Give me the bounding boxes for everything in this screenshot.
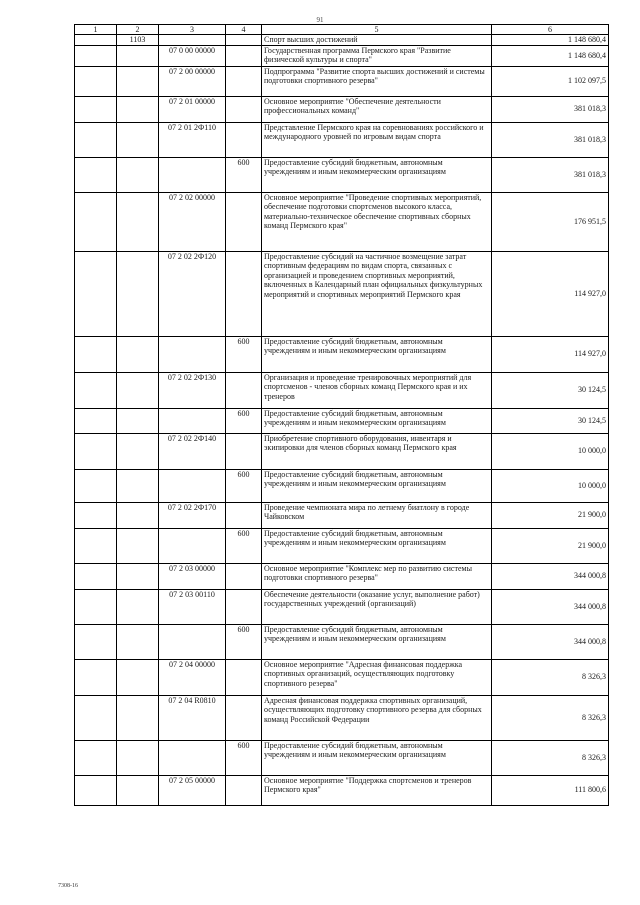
col-2-cell — [117, 589, 159, 624]
table-row — [75, 251, 609, 336]
col-4-type-cell — [226, 775, 262, 805]
col-2-cell — [117, 624, 159, 659]
col-5-name-cell: Предоставление субсидий на частичное возмещение затрат спортивным федерациям по видам спорта, связанных с организацией и проведением спортивных мероприятий, включенных в Календарный план официальных физкультурных мероприятий и спортивных мероприятий Пермского края — [262, 251, 492, 336]
col-6-amount-cell: 8 326,3 — [492, 695, 609, 740]
col-5-name-cell: Проведение чемпионата мира по летнему биатлону в городе Чайковском — [262, 502, 492, 528]
table-row — [75, 66, 609, 96]
col-1-cell — [75, 740, 117, 775]
col-2-cell — [117, 66, 159, 96]
col-1-cell — [75, 45, 117, 66]
col-5-name-cell: Предоставление субсидий бюджетным, автономным учреждениям и иным некоммерческим организациям — [262, 624, 492, 659]
col-4-type-cell: 600 — [226, 336, 262, 372]
column-header: 6 — [492, 25, 609, 35]
col-2-cell — [117, 45, 159, 66]
col-3-code-cell: 07 2 02 00000 — [159, 192, 226, 251]
col-6-amount-cell: 10 000,0 — [492, 433, 609, 469]
col-4-type-cell — [226, 502, 262, 528]
col-3-code-cell: 07 0 00 00000 — [159, 45, 226, 66]
col-3-code-cell — [159, 336, 226, 372]
col-6-amount-cell: 114 927,0 — [492, 336, 609, 372]
col-3-code-cell: 07 2 02 2Ф140 — [159, 433, 226, 469]
col-6-amount-cell: 111 800,6 — [492, 775, 609, 805]
col-4-type-cell: 600 — [226, 469, 262, 502]
col-6-amount-cell: 114 927,0 — [492, 251, 609, 336]
col-2-cell — [117, 695, 159, 740]
col-2-cell — [117, 336, 159, 372]
col-6-amount-cell: 381 018,3 — [492, 96, 609, 122]
budget-table — [74, 24, 609, 806]
col-2-cell — [117, 563, 159, 589]
col-1-cell — [75, 66, 117, 96]
col-6-amount-cell: 21 900,0 — [492, 502, 609, 528]
col-4-type-cell — [226, 251, 262, 336]
col-1-cell — [75, 157, 117, 192]
col-4-type-cell — [226, 192, 262, 251]
col-6-amount-cell: 8 326,3 — [492, 740, 609, 775]
table-row — [75, 45, 609, 66]
col-2-cell — [117, 372, 159, 408]
col-1-cell — [75, 528, 117, 563]
col-2-cell — [117, 659, 159, 695]
table-row — [75, 589, 609, 624]
col-4-type-cell: 600 — [226, 624, 262, 659]
col-4-type-cell — [226, 96, 262, 122]
col-2-cell — [117, 433, 159, 469]
col-5-name-cell: Основное мероприятие "Обеспечение деятельности профессиональных команд" — [262, 96, 492, 122]
column-header: 4 — [226, 25, 262, 35]
col-5-name-cell: Подпрограмма "Развитие спорта высших достижений и системы подготовки спортивного резерва" — [262, 66, 492, 96]
col-4-type-cell: 600 — [226, 157, 262, 192]
col-5-name-cell: Основное мероприятие "Адресная финансовая поддержка спортивных организаций, осуществляющих подготовку спортивного резерва" — [262, 659, 492, 695]
col-1-cell — [75, 433, 117, 469]
col-3-code-cell: 07 2 05 00000 — [159, 775, 226, 805]
col-1-cell — [75, 122, 117, 157]
col-2-cell — [117, 96, 159, 122]
table-row — [75, 96, 609, 122]
col-5-name-cell: Основное мероприятие "Комплекс мер по развитию системы подготовки спортивного резерва" — [262, 563, 492, 589]
col-5-name-cell: Предоставление субсидий бюджетным, автономным учреждениям и иным некоммерческим организациям — [262, 469, 492, 502]
col-3-code-cell — [159, 624, 226, 659]
col-6-amount-cell: 21 900,0 — [492, 528, 609, 563]
col-2-cell — [117, 408, 159, 433]
col-4-type-cell: 600 — [226, 408, 262, 433]
table-row — [75, 695, 609, 740]
col-5-name-cell: Основное мероприятие "Поддержка спортсменов и тренеров Пермского края" — [262, 775, 492, 805]
col-1-cell — [75, 659, 117, 695]
table-row — [75, 408, 609, 433]
table-row — [75, 502, 609, 528]
col-3-code-cell: 07 2 00 00000 — [159, 66, 226, 96]
col-6-amount-cell: 1 148 680,4 — [492, 35, 609, 46]
col-2-cell — [117, 251, 159, 336]
col-5-name-cell: Предоставление субсидий бюджетным, автономным учреждениям и иным некоммерческим организациям — [262, 408, 492, 433]
col-2-cell — [117, 469, 159, 502]
table-row — [75, 336, 609, 372]
col-6-amount-cell: 1 102 097,5 — [492, 66, 609, 96]
column-header: 1 — [75, 25, 117, 35]
col-1-cell — [75, 502, 117, 528]
col-1-cell — [75, 35, 117, 46]
col-2-cell — [117, 502, 159, 528]
table-row — [75, 469, 609, 502]
col-4-type-cell: 600 — [226, 528, 262, 563]
col-3-code-cell — [159, 740, 226, 775]
col-4-type-cell — [226, 45, 262, 66]
col-6-amount-cell: 8 326,3 — [492, 659, 609, 695]
col-5-name-cell: Государственная программа Пермского края "Развитие физической культуры и спорта" — [262, 45, 492, 66]
col-6-amount-cell: 381 018,3 — [492, 122, 609, 157]
col-3-code-cell — [159, 469, 226, 502]
col-5-name-cell: Предоставление субсидий бюджетным, автономным учреждениям и иным некоммерческим организациям — [262, 157, 492, 192]
column-header: 2 — [117, 25, 159, 35]
col-6-amount-cell: 30 124,5 — [492, 408, 609, 433]
col-5-name-cell: Организация и проведение тренировочных мероприятий для спортсменов - членов сборных команд Пермского края и их тренеров — [262, 372, 492, 408]
col-3-code-cell: 07 2 03 00000 — [159, 563, 226, 589]
col-5-name-cell: Адресная финансовая поддержка спортивных организаций, осуществляющих подготовку спортивного резерва для сборных команд Российской Федерации — [262, 695, 492, 740]
col-1-cell — [75, 695, 117, 740]
col-4-type-cell: 600 — [226, 740, 262, 775]
col-4-type-cell — [226, 66, 262, 96]
col-3-code-cell: 07 2 02 2Ф130 — [159, 372, 226, 408]
col-4-type-cell — [226, 563, 262, 589]
col-6-amount-cell: 10 000,0 — [492, 469, 609, 502]
table-row — [75, 528, 609, 563]
col-1-cell — [75, 408, 117, 433]
col-3-code-cell: 07 2 04 00000 — [159, 659, 226, 695]
table-row — [75, 122, 609, 157]
page-number: 91 — [316, 16, 324, 24]
col-6-amount-cell: 381 018,3 — [492, 157, 609, 192]
col-5-name-cell: Предоставление субсидий бюджетным, автономным учреждениям и иным некоммерческим организациям — [262, 740, 492, 775]
col-6-amount-cell: 1 148 680,4 — [492, 45, 609, 66]
col-3-code-cell: 07 2 02 2Ф120 — [159, 251, 226, 336]
col-3-code-cell: 07 2 01 00000 — [159, 96, 226, 122]
col-1-cell — [75, 192, 117, 251]
col-2-cell — [117, 157, 159, 192]
col-1-cell — [75, 563, 117, 589]
table-row — [75, 372, 609, 408]
col-5-name-cell: Предоставление субсидий бюджетным, автономным учреждениям и иным некоммерческим организациям — [262, 528, 492, 563]
col-5-name-cell: Основное мероприятие "Проведение спортивных мероприятий, обеспечение подготовки спортсменов высокого класса, материально-техническое обеспечение спортивных сборных команд Пермского края" — [262, 192, 492, 251]
col-6-amount-cell: 344 000,8 — [492, 589, 609, 624]
col-2-cell — [117, 740, 159, 775]
col-3-code-cell — [159, 35, 226, 46]
col-4-type-cell — [226, 35, 262, 46]
col-2-cell — [117, 528, 159, 563]
col-6-amount-cell: 30 124,5 — [492, 372, 609, 408]
table-row — [75, 192, 609, 251]
table-row — [75, 433, 609, 469]
col-3-code-cell: 07 2 04 R0810 — [159, 695, 226, 740]
column-header: 3 — [159, 25, 226, 35]
col-1-cell — [75, 336, 117, 372]
col-6-amount-cell: 344 000,8 — [492, 563, 609, 589]
table-row — [75, 157, 609, 192]
col-5-name-cell: Представление Пермского края на соревнованиях российского и международного уровней по игровым видам спорта — [262, 122, 492, 157]
col-4-type-cell — [226, 433, 262, 469]
col-2-cell — [117, 775, 159, 805]
col-1-cell — [75, 96, 117, 122]
col-3-code-cell — [159, 408, 226, 433]
col-1-cell — [75, 775, 117, 805]
table-row — [75, 740, 609, 775]
col-1-cell — [75, 372, 117, 408]
col-6-amount-cell: 176 951,5 — [492, 192, 609, 251]
col-3-code-cell — [159, 157, 226, 192]
col-1-cell — [75, 624, 117, 659]
col-2-cell — [117, 192, 159, 251]
col-5-name-cell: Приобретение спортивного оборудования, инвентаря и экипировки для членов сборных команд Пермского края — [262, 433, 492, 469]
table-row — [75, 35, 609, 46]
col-5-name-cell: Обеспечение деятельности (оказание услуг, выполнение работ) государственных учреждений (организаций) — [262, 589, 492, 624]
col-1-cell — [75, 469, 117, 502]
col-5-name-cell: Предоставление субсидий бюджетным, автономным учреждениям и иным некоммерческим организациям — [262, 336, 492, 372]
column-number-row — [75, 25, 609, 35]
col-2-cell: 1103 — [117, 35, 159, 46]
col-4-type-cell — [226, 659, 262, 695]
col-1-cell — [75, 589, 117, 624]
footer-code: 7308-16 — [58, 883, 78, 889]
col-4-type-cell — [226, 372, 262, 408]
table-row — [75, 563, 609, 589]
col-5-name-cell: Спорт высших достижений — [262, 35, 492, 46]
col-4-type-cell — [226, 122, 262, 157]
col-1-cell — [75, 251, 117, 336]
col-4-type-cell — [226, 695, 262, 740]
table-row — [75, 659, 609, 695]
col-3-code-cell: 07 2 02 2Ф170 — [159, 502, 226, 528]
col-6-amount-cell: 344 000,8 — [492, 624, 609, 659]
col-4-type-cell — [226, 589, 262, 624]
table-row — [75, 624, 609, 659]
column-header: 5 — [262, 25, 492, 35]
col-3-code-cell — [159, 528, 226, 563]
col-3-code-cell: 07 2 01 2Ф110 — [159, 122, 226, 157]
col-2-cell — [117, 122, 159, 157]
col-3-code-cell: 07 2 03 00110 — [159, 589, 226, 624]
table-row — [75, 775, 609, 805]
